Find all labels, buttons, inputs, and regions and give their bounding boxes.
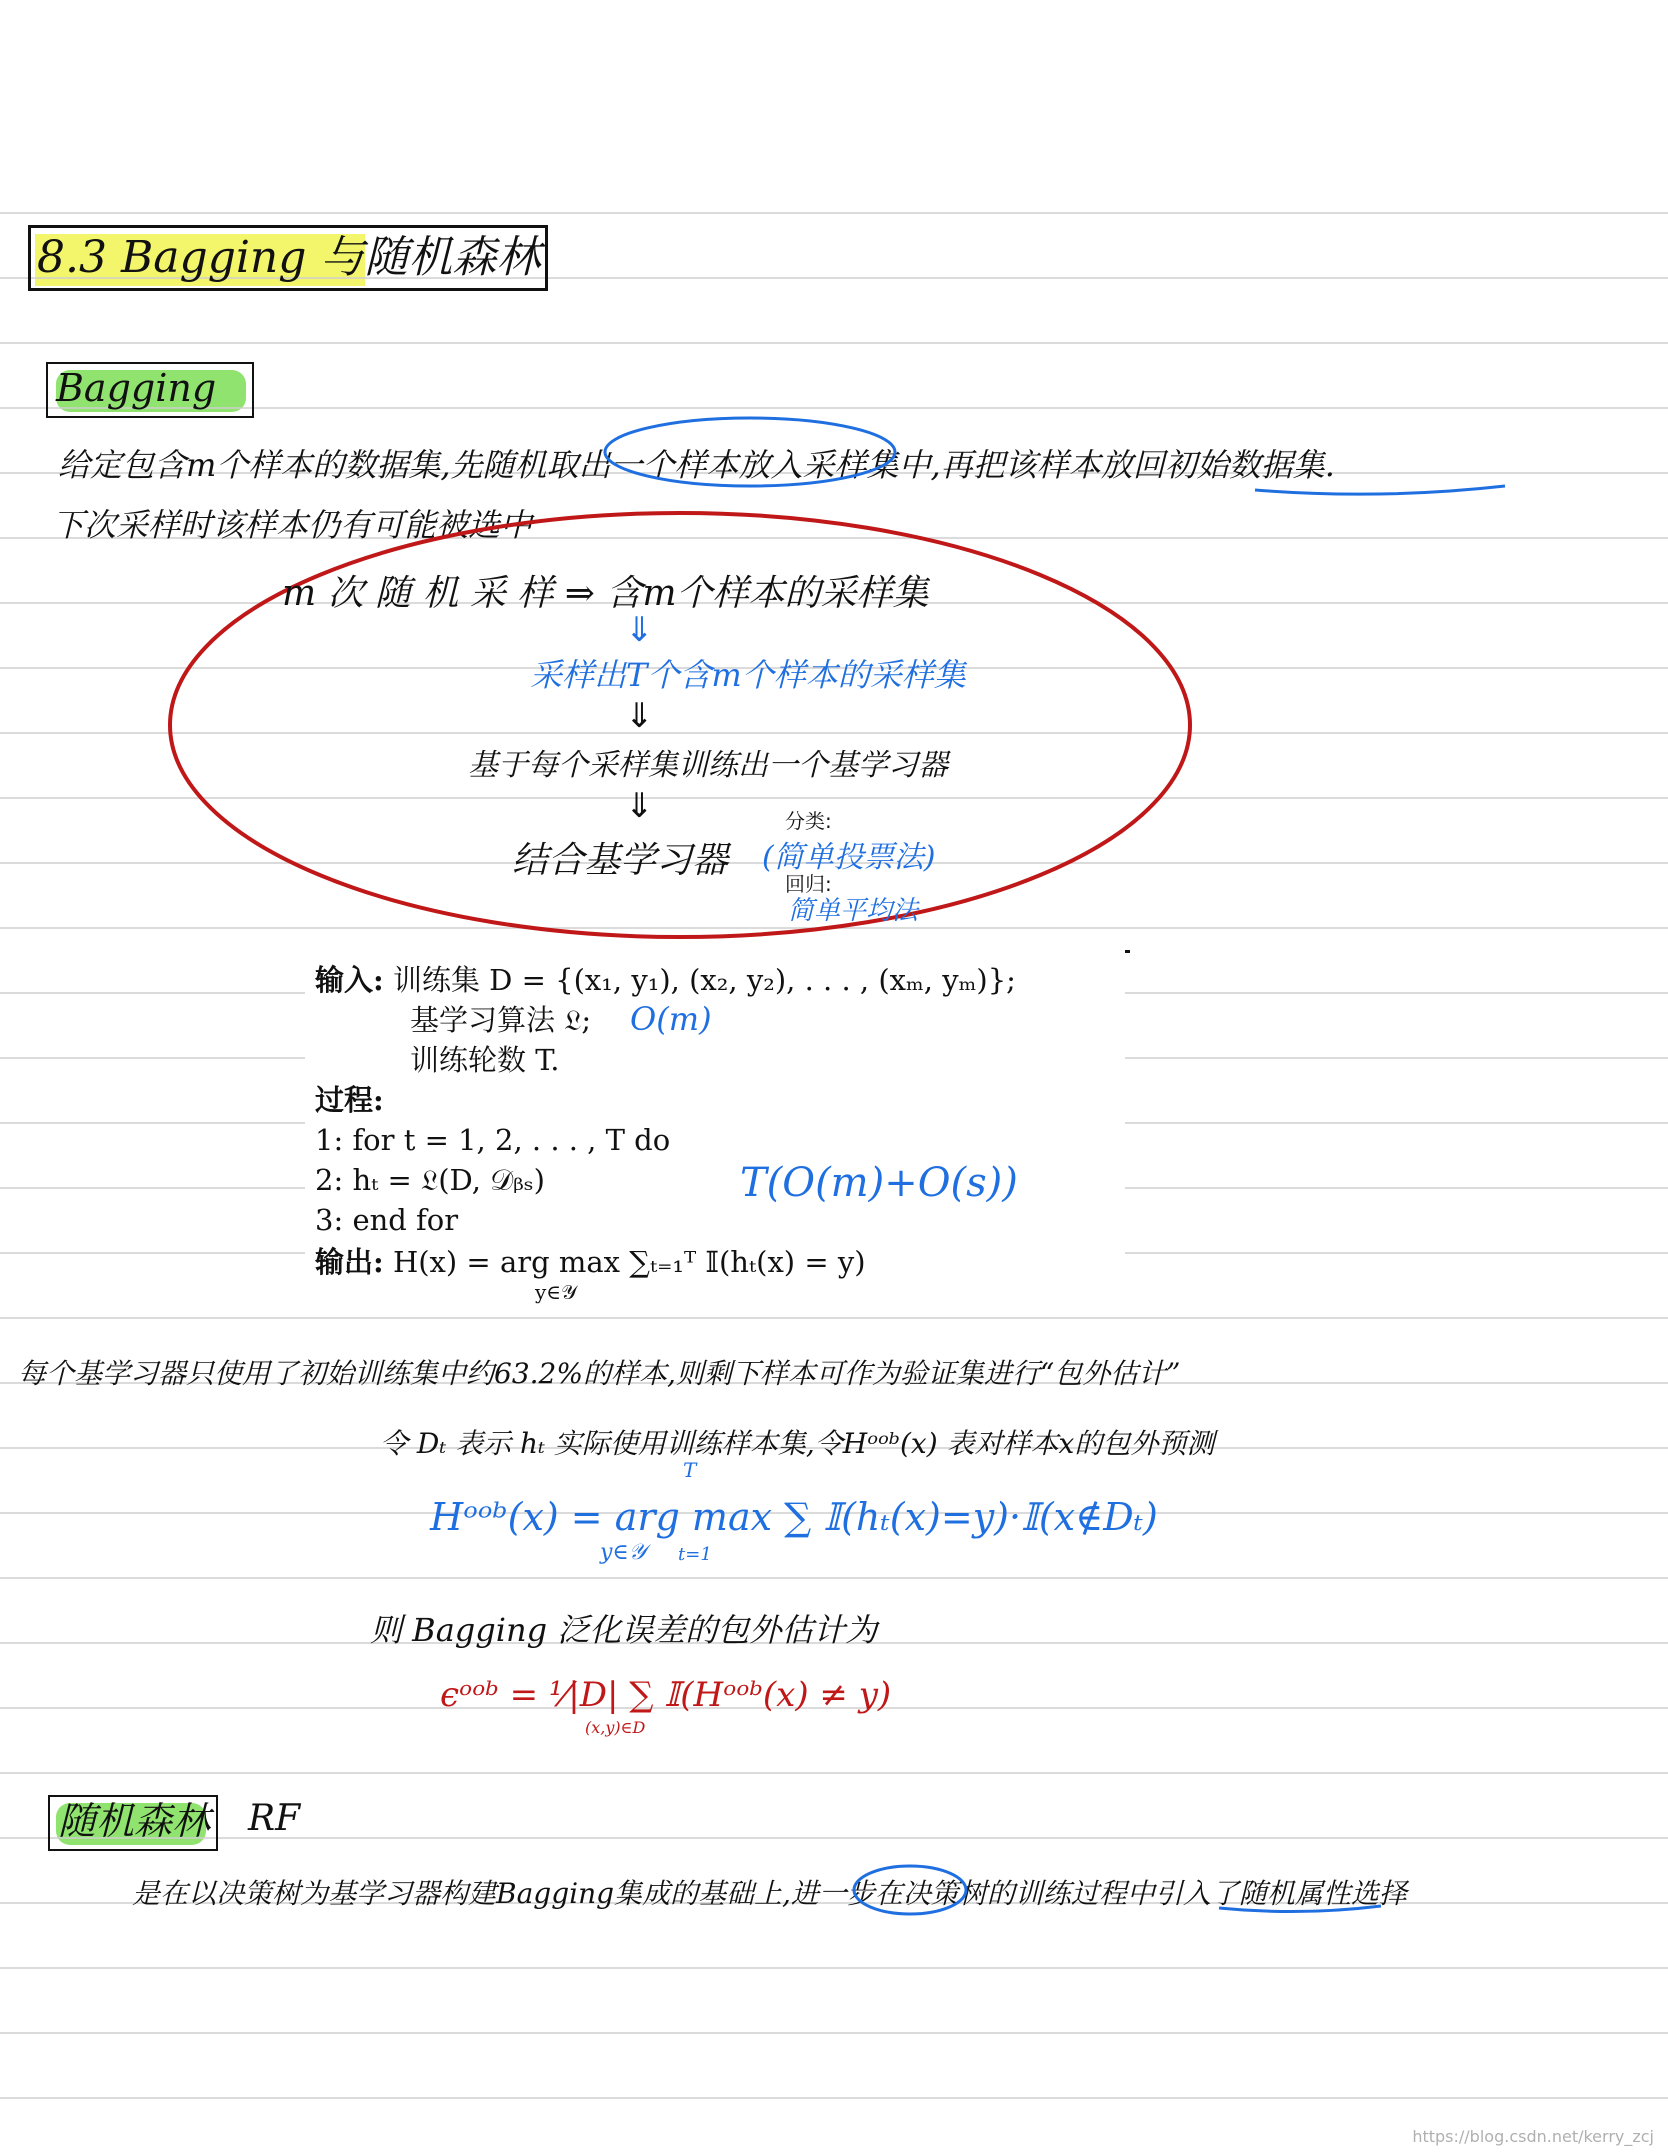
oob-formula-1-sub: y∈𝒴 (600, 1540, 646, 1565)
rf-abbr: RF (248, 1798, 301, 1839)
oob-line-1: 每个基学习器只使用了初始训练集中约63.2%的样本,则剩下样本可作为验证集进行“包外估计” (18, 1357, 1181, 1390)
rf-line-1: 是在以决策树为基学习器构建Bagging集成的基础上,进一步在决策树的训练过程中引入了随机属性选择 (132, 1877, 1407, 1910)
regress-method: 简单平均法 (788, 896, 919, 926)
classify-method: (简单投票法) (762, 840, 936, 875)
classify-label: 分类: (785, 809, 832, 833)
note-om: O(m) (630, 1000, 712, 1038)
algo-output-label: 输出: (315, 1245, 384, 1279)
algo-output-sub: y∈𝒴 (535, 1280, 577, 1304)
oob-formula-1-top: T (683, 1458, 697, 1482)
algorithm-block (305, 950, 1125, 1304)
rf-heading (48, 1795, 218, 1851)
algo-process-label: 过程: (315, 1083, 384, 1117)
algo-output-formula: H(x) = arg max ∑ₜ₌₁ᵀ 𝕀(hₜ(x) = y) (392, 1245, 866, 1279)
arrow-down-icon: ⇓ (625, 786, 654, 826)
algo-step-1: 1: for t = 1, 2, . . . , T do (315, 1123, 671, 1157)
regress-label: 回归: (785, 872, 832, 896)
underline-initial-dataset (1250, 480, 1510, 500)
oob-formula-2: ϵᵒᵒᵇ = ¹⁄|D| ∑ 𝕀(Hᵒᵒᵇ(x) ≠ y) (440, 1675, 892, 1715)
flow-step-4: 结合基学习器 (512, 840, 729, 881)
page-title (28, 225, 548, 291)
flow-step-2: 采样出T个含m个样本的采样集 (530, 656, 966, 694)
page-title-text: 8.3 Bagging 与随机森林 (37, 232, 541, 283)
circle-annotation-random (600, 412, 900, 492)
bagging-line-1: 给定包含m个样本的数据集,先随机取出一个样本放入采样集中,再把该样本放回初始数据集. (58, 446, 1335, 484)
algo-input-learner: 基学习算法 𝔏; (410, 1003, 592, 1037)
oob-line-3: 则 Bagging 泛化误差的包外估计为 (370, 1611, 878, 1649)
algo-step-2: 2: hₜ = 𝔏(D, 𝒟ᵦₛ) (315, 1163, 545, 1197)
bagging-heading (46, 362, 254, 418)
algo-input-rounds: 训练轮数 T. (410, 1043, 560, 1077)
rf-heading-text: 随机森林 (58, 1799, 211, 1843)
flow-step-1: m 次 随 机 采 样 ⇒ 含m个样本的采样集 (282, 573, 929, 614)
bagging-line-2: 下次采样时该样本仍有可能被选中 (52, 506, 533, 544)
underline-random-attr (1215, 1900, 1385, 1918)
oob-formula-1-lim: t=1 (678, 1544, 712, 1565)
arrow-down-icon: ⇓ (625, 696, 654, 736)
oob-formula-2-sub: (x,y)∈D (585, 1718, 646, 1737)
flow-step-3: 基于每个采样集训练出一个基学习器 (468, 748, 948, 783)
algo-input-label: 输入: (315, 963, 384, 997)
watermark: https://blog.csdn.net/kerry_zcj (1412, 2127, 1654, 2146)
bagging-heading-text: Bagging (56, 366, 217, 410)
oob-line-2: 令 Dₜ 表示 hₜ 实际使用训练样本集,令Hᵒᵒᵇ(x) 表对样本x的包外预测 (380, 1427, 1215, 1460)
algo-input-train: 训练集 D = {(x₁, y₁), (x₂, y₂), . . . , (xₘ, yₘ)}; (392, 963, 1016, 997)
arrow-down-icon: ⇓ (625, 610, 654, 650)
oob-formula-1: Hᵒᵒᵇ(x) = arg max ∑ 𝕀(hₜ(x)=y)·𝕀(x∉Dₜ) (430, 1495, 1158, 1539)
note-complexity: T(O(m)+O(s)) (740, 1160, 1018, 1206)
circle-annotation-decision-tree (850, 1860, 970, 1920)
algo-step-3: 3: end for (315, 1203, 459, 1237)
